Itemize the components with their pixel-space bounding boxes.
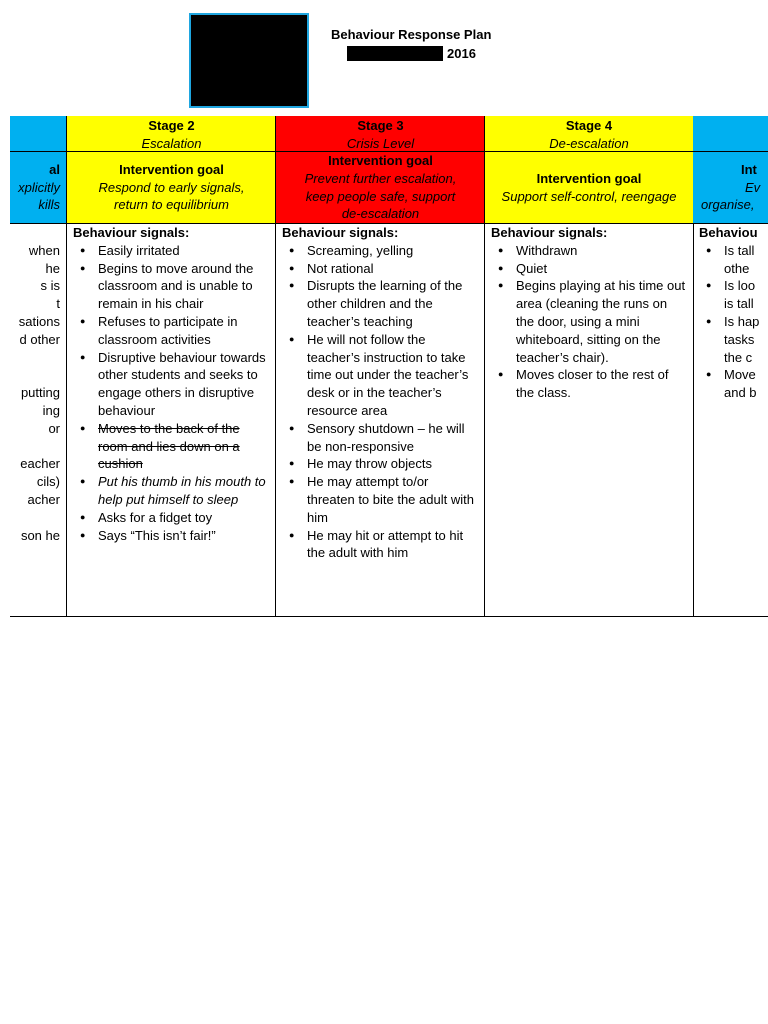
- redacted-logo: [189, 13, 309, 108]
- stage5-signals-title: Behaviou: [699, 225, 758, 240]
- stage2-signal-list: [73, 242, 270, 545]
- stage3-subtitle: Crisis Level: [346, 135, 415, 151]
- stage1-goal-title: al: [49, 161, 60, 177]
- stage2-column: [66, 116, 276, 616]
- stage5-goal-desc-1: Ev: [745, 179, 761, 195]
- list-item: ● Says “This isn’t fair!”: [98, 527, 270, 545]
- list-item-line: Move: [724, 367, 756, 383]
- list-item: ● Withdrawn: [516, 242, 687, 260]
- partial-line: [16, 509, 60, 527]
- stage3-header: [276, 116, 485, 152]
- list-item: ● Disruptive behaviour towards other students and seeks to engage others in disruptive behaviour: [98, 349, 270, 420]
- partial-line: [16, 349, 60, 367]
- stage3-goal-title: Intervention goal: [328, 153, 433, 168]
- stage1-partial-column: [10, 116, 66, 616]
- stage3-signals-title: Behaviour signals:: [282, 225, 399, 240]
- partial-line: son he: [20, 527, 60, 543]
- stage5-header: [693, 116, 768, 152]
- list-item-line: othe: [724, 260, 750, 276]
- list-item: [724, 313, 762, 366]
- stage2-goal-desc: Respond to early signals, return to equilibrium: [98, 179, 245, 213]
- list-item-line: Is hap: [724, 313, 760, 329]
- stage3-column: [275, 116, 485, 616]
- partial-line: or: [48, 420, 60, 436]
- partial-line: he: [45, 260, 60, 276]
- stage2-header: [67, 116, 276, 152]
- stage5-goal-title: Int: [741, 161, 757, 177]
- list-item: ● Begins playing at his time out area (cleaning the runs on the door, using a mini whiteboard, sitting on the teacher’s chair).: [516, 277, 687, 366]
- list-item-line: and b: [724, 385, 757, 401]
- stage3-goal: [276, 152, 485, 224]
- list-item: ● Moves closer to the rest of the class.: [516, 366, 687, 402]
- list-item: ● He may attempt to/or threaten to bite the adult with him: [307, 473, 479, 526]
- stage1-goal-desc-1: xplicitly: [18, 179, 60, 195]
- partial-line: when: [28, 242, 60, 258]
- stage4-goal: [485, 152, 693, 224]
- stage4-signal-list: [491, 242, 687, 402]
- stage3-signals: [276, 224, 485, 562]
- list-item: ● He may hit or attempt to hit the adult with him: [307, 527, 479, 563]
- stage4-signals: [485, 224, 693, 402]
- stage5-partial-signals: [693, 224, 768, 402]
- list-item-line: Is tall: [724, 242, 755, 258]
- stage4-subtitle: De-escalation: [549, 135, 629, 151]
- list-item: [724, 242, 762, 278]
- partial-line: [16, 438, 60, 456]
- list-item: ● He may throw objects: [307, 455, 479, 473]
- stage2-goal: [67, 152, 276, 224]
- plan-date: [347, 45, 476, 61]
- stage2-name: Stage 2: [148, 118, 195, 133]
- stage5-goal: [693, 152, 768, 224]
- partial-line: cils): [36, 474, 60, 490]
- list-item: ● Refuses to participate in classroom activities: [98, 313, 270, 349]
- list-item: ● Screaming, yelling: [307, 242, 479, 260]
- list-item: ● Asks for a fidget toy: [98, 509, 270, 527]
- redacted-name: [347, 46, 443, 61]
- stage4-goal-title: Intervention goal: [536, 170, 642, 186]
- stage3-signal-list: [282, 242, 479, 562]
- stage1-partial-signals: [10, 224, 66, 544]
- list-item: ● Sensory shutdown – he will be non-responsive: [307, 420, 479, 456]
- stage4-goal-desc: Support self-control, reengage: [501, 188, 677, 204]
- table-bottom-rule: [10, 616, 768, 617]
- list-item-line: tasks: [724, 331, 755, 347]
- plan-year: 2016: [447, 45, 476, 61]
- stage1-header: [10, 116, 66, 152]
- page-title: Behaviour Response Plan: [331, 27, 492, 42]
- stage2-subtitle: Escalation: [141, 135, 202, 151]
- partial-line: d other: [19, 331, 60, 347]
- list-item-line: the c: [724, 349, 753, 365]
- stage2-signals: [67, 224, 276, 544]
- stage5-goal-desc-2: organise,: [701, 197, 755, 213]
- stage4-name: Stage 4: [565, 118, 613, 133]
- stage2-goal-title: Intervention goal: [119, 161, 224, 177]
- stage3-goal-desc: Prevent further escalation, keep people safe, support de-escalation: [304, 170, 457, 222]
- list-item: ● Not rational: [307, 260, 479, 278]
- partial-line: [16, 366, 60, 384]
- list-item: ● Begins to move around the classroom and is unable to remain in his chair: [98, 260, 270, 313]
- partial-line: s is: [40, 278, 60, 294]
- list-item-line: Is loo: [724, 278, 756, 294]
- stage1-goal-desc-2: kills: [38, 197, 60, 213]
- list-item-line: is tall: [724, 296, 754, 312]
- stage4-signals-title: Behaviour signals:: [491, 225, 608, 240]
- list-item: ● Easily irritated: [98, 242, 270, 260]
- stage5-partial-column: [693, 116, 768, 616]
- stage4-column: [484, 116, 694, 616]
- list-item: ● Put his thumb in his mouth to help put himself to sleep: [98, 473, 270, 509]
- list-item: [724, 366, 762, 402]
- list-item: [724, 277, 762, 313]
- stage3-name: Stage 3: [357, 118, 404, 133]
- list-item-struck: ● Moves to the back of the room and lies down on a cushion: [98, 420, 270, 473]
- stage2-signals-title: Behaviour signals:: [73, 225, 190, 240]
- partial-line: eacher: [20, 456, 60, 472]
- list-item: ● Quiet: [516, 260, 687, 278]
- list-item: ● He will not follow the teacher’s instruction to take time out under the teacher’s desk or in the teacher’s resource area: [307, 331, 479, 420]
- stage1-goal: [10, 152, 66, 224]
- list-item: ● Disrupts the learning of the other children and the teacher’s teaching: [307, 277, 479, 330]
- partial-line: t: [56, 296, 60, 312]
- stage5-signal-list: [699, 242, 762, 402]
- partial-line: putting: [20, 385, 60, 401]
- stage4-header: [485, 116, 693, 152]
- partial-line: acher: [27, 491, 60, 507]
- partial-line: sations: [18, 313, 60, 329]
- partial-line: ing: [42, 402, 60, 418]
